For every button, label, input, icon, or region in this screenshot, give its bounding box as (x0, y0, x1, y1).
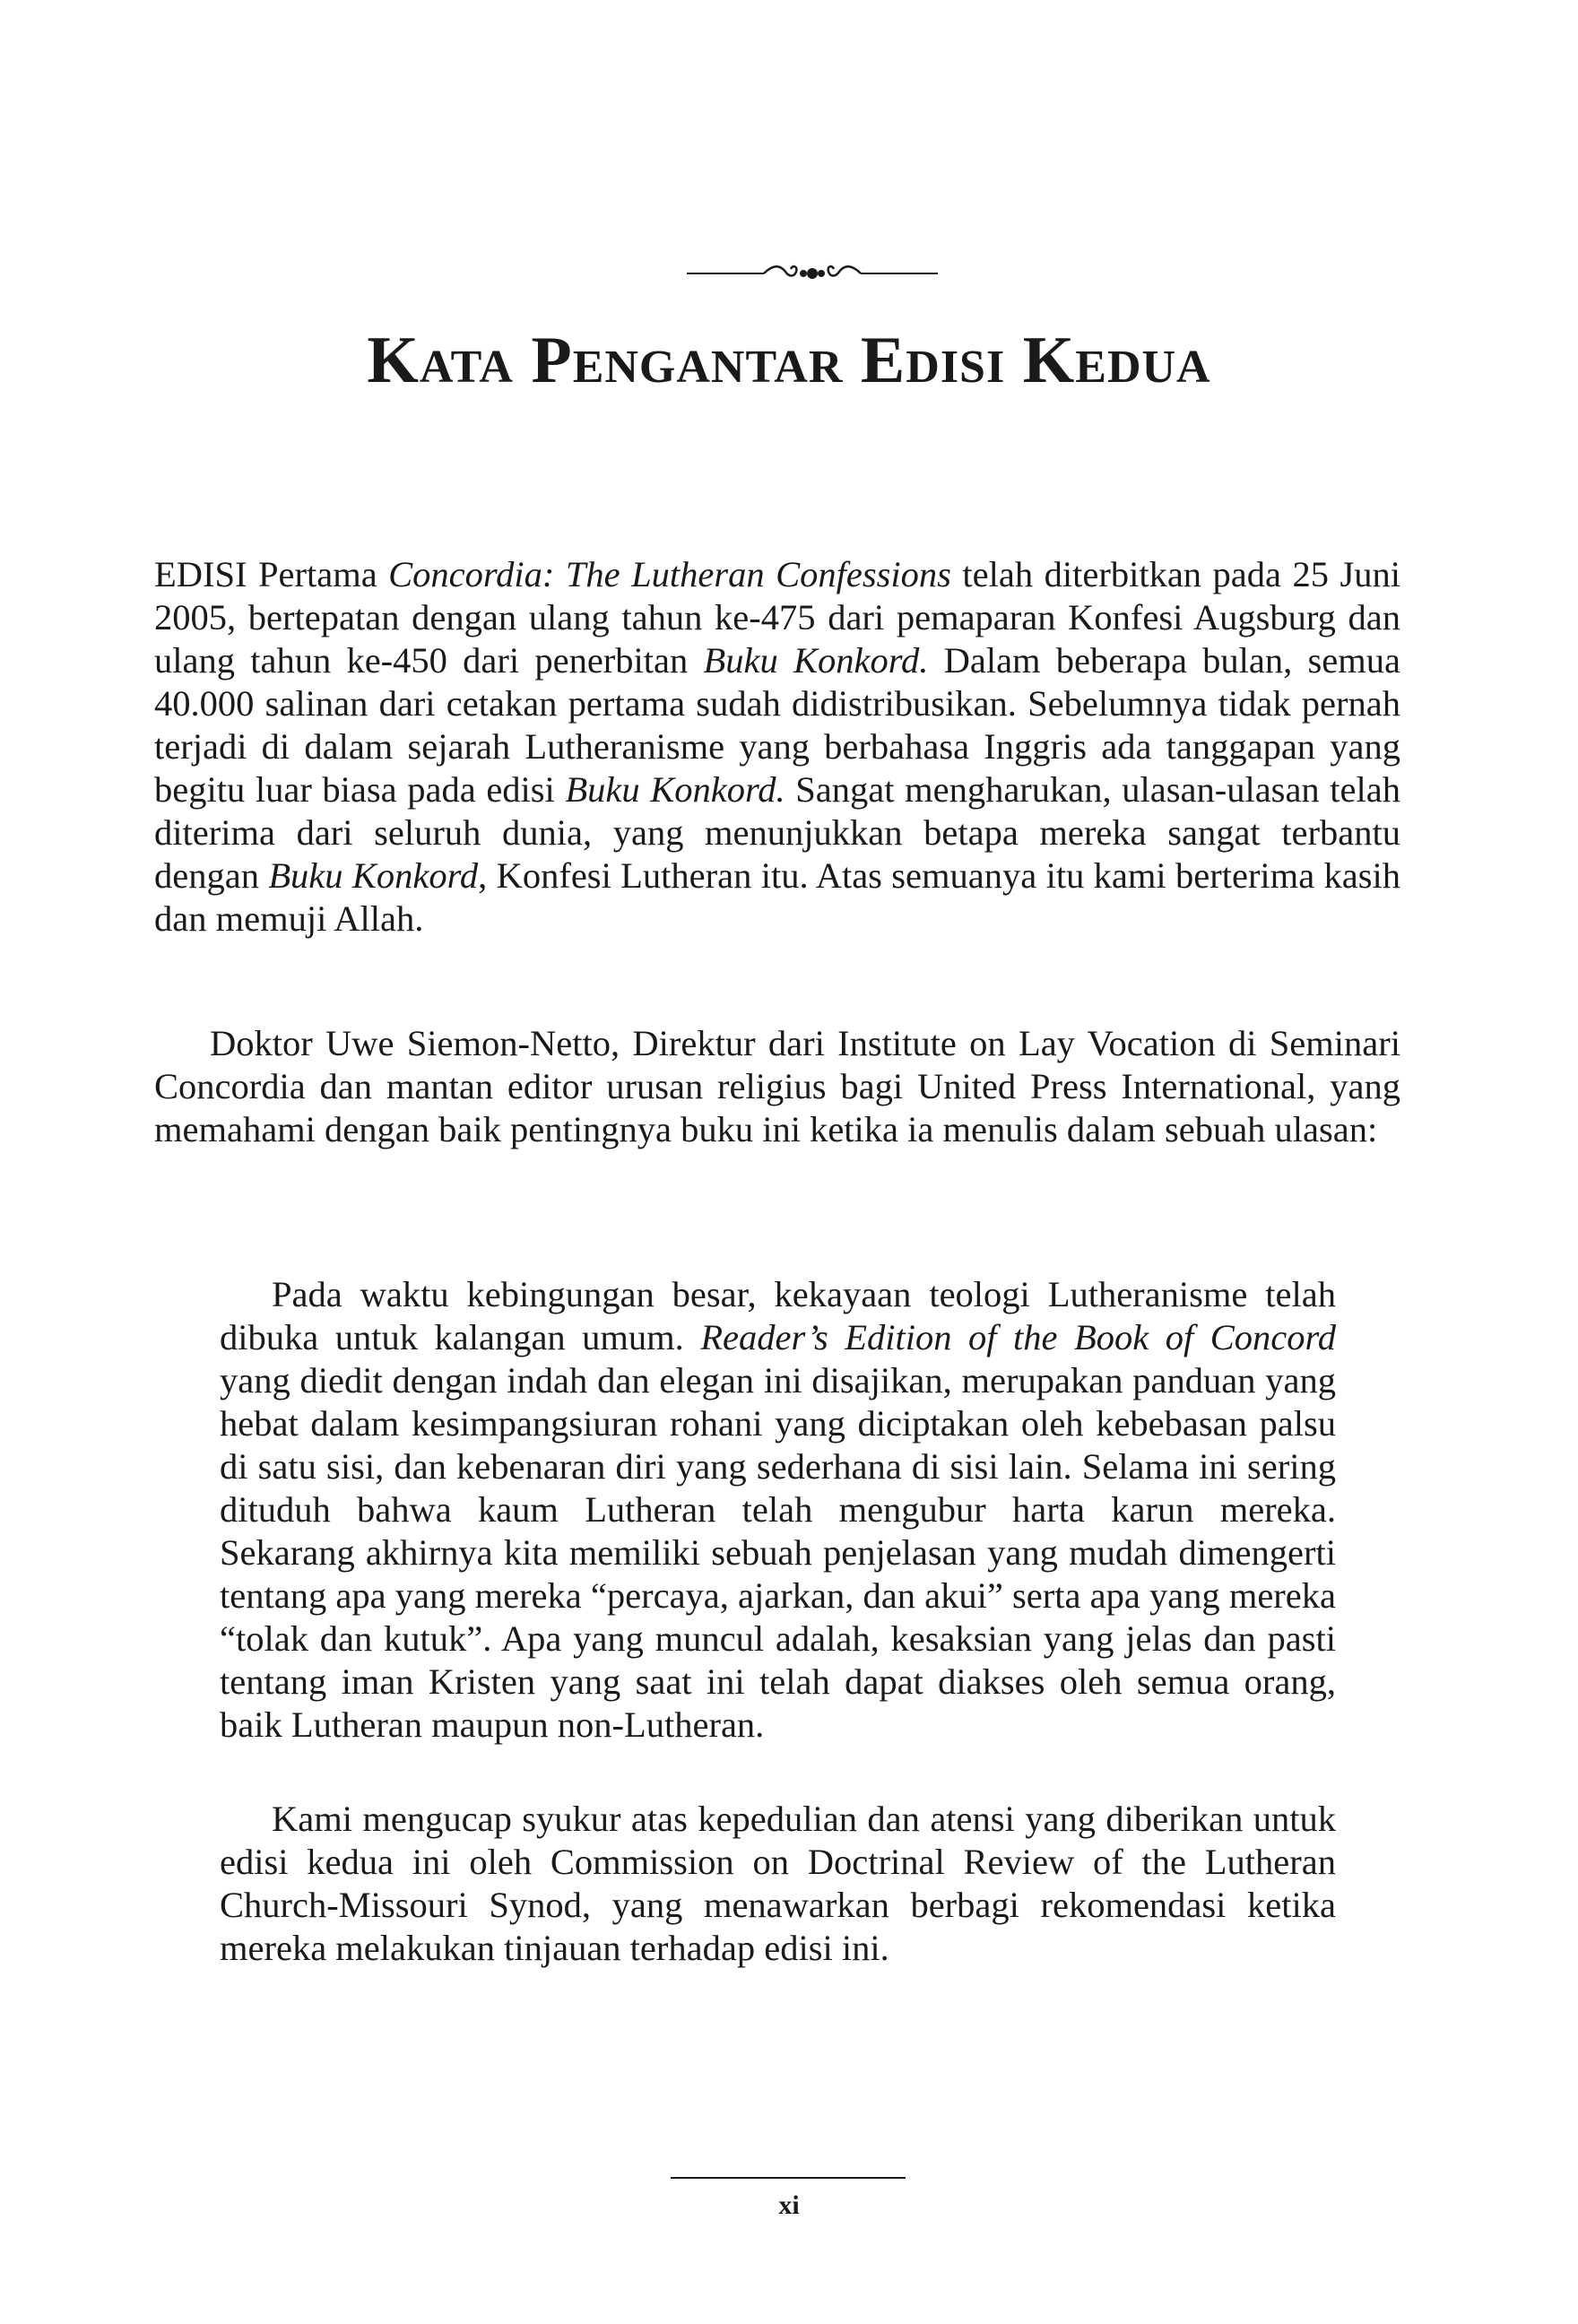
page-number: xi (778, 2190, 800, 2220)
book-title-italic: Buku Konkord (268, 855, 479, 896)
paragraph-review-intro: Doktor Uwe Siemon-Netto, Direktur dari Institute on Lay Vocation di Seminari Concordia dan mantan editor urusan religius bagi United Press International, yang memahami dengan baik pentingnya buku ini ketika ia menulis dalam sebuah ulasan: (154, 1023, 1400, 1149)
ornament-flourish-icon (687, 254, 938, 293)
paragraph-intro-part: EDISI Pertama (154, 554, 389, 594)
footer-rule (671, 2177, 906, 2179)
block-quote-part: Pada waktu kebingungan besar, kekayaan teologi Lutheranisme telah dibuka untuk kalangan umum. (220, 1274, 1336, 1357)
book-title-italic: Buku Konkord. (565, 769, 785, 810)
paragraph-intro-part: Sangat mengharukan, ulasan-ulasan telah diterima dari seluruh dunia, yang menunjukkan betapa mereka sangat terbantu dengan (154, 769, 1400, 896)
book-title-italic: Concordia: The Lutheran Confessions (388, 554, 951, 594)
paragraph-intro-part: telah diterbitkan pada 25 Juni 2005, bertepatan dengan ulang tahun ke-475 dari pemaparan Konfesi Augsburg dan ulang tahun ke-450 dari penerbitan (154, 554, 1400, 681)
page-title: Kata Pengantar Edisi Kedua (367, 324, 1211, 397)
paragraph-intro-part: Dalam beberapa bulan, semua 40.000 salinan dari cetakan pertama sudah didistribusikan. Sebelumnya tidak pernah terjadi di dalam sejarah Lutheranisme yang berbahasa Inggris ada tanggapan yang begitu luar biasa pada edisi (154, 640, 1400, 810)
paragraph-intro (154, 553, 1400, 941)
paragraph-thanks: Kami mengucap syukur atas kepedulian dan atensi yang diberikan untuk edisi kedua ini oleh Commission on Doctrinal Review of the Lutheran Church-Missouri Synod, yang menawarkan berbagi rekomendasi ketika mereka melakukan tinjauan terhadap edisi ini. (220, 1799, 1336, 1968)
block-quote (220, 1273, 1336, 1747)
book-title-italic: Reader’s Edition of the Book of Concord (700, 1317, 1337, 1357)
block-quote-part: yang diedit dengan indah dan elegan ini disajikan, merupakan panduan yang hebat dalam kesimpangsiuran rohani yang diciptakan oleh kebebasan palsu di satu sisi, dan kebenaran diri yang sederhana di sisi lain. Selama ini sering dituduh bahwa kaum Lutheran telah mengubur harta karun mereka. Sekarang akhirnya kita memiliki sebuah penjelasan yang mudah dimengerti tentang apa yang mereka “percaya, ajarkan, dan akui” serta apa yang mereka “tolak dan kutuk”. Apa yang muncul adalah, kesaksian yang jelas dan pasti tentang iman Kristen yang saat ini telah dapat diakses oleh semua orang, baik Lutheran maupun non-Lutheran. (220, 1360, 1336, 1745)
paragraph-intro-part: , Konfesi Lutheran itu. Atas semuanya itu kami berterima kasih dan memuji Allah. (154, 855, 1401, 939)
book-title-italic: Buku Konkord. (703, 640, 929, 681)
